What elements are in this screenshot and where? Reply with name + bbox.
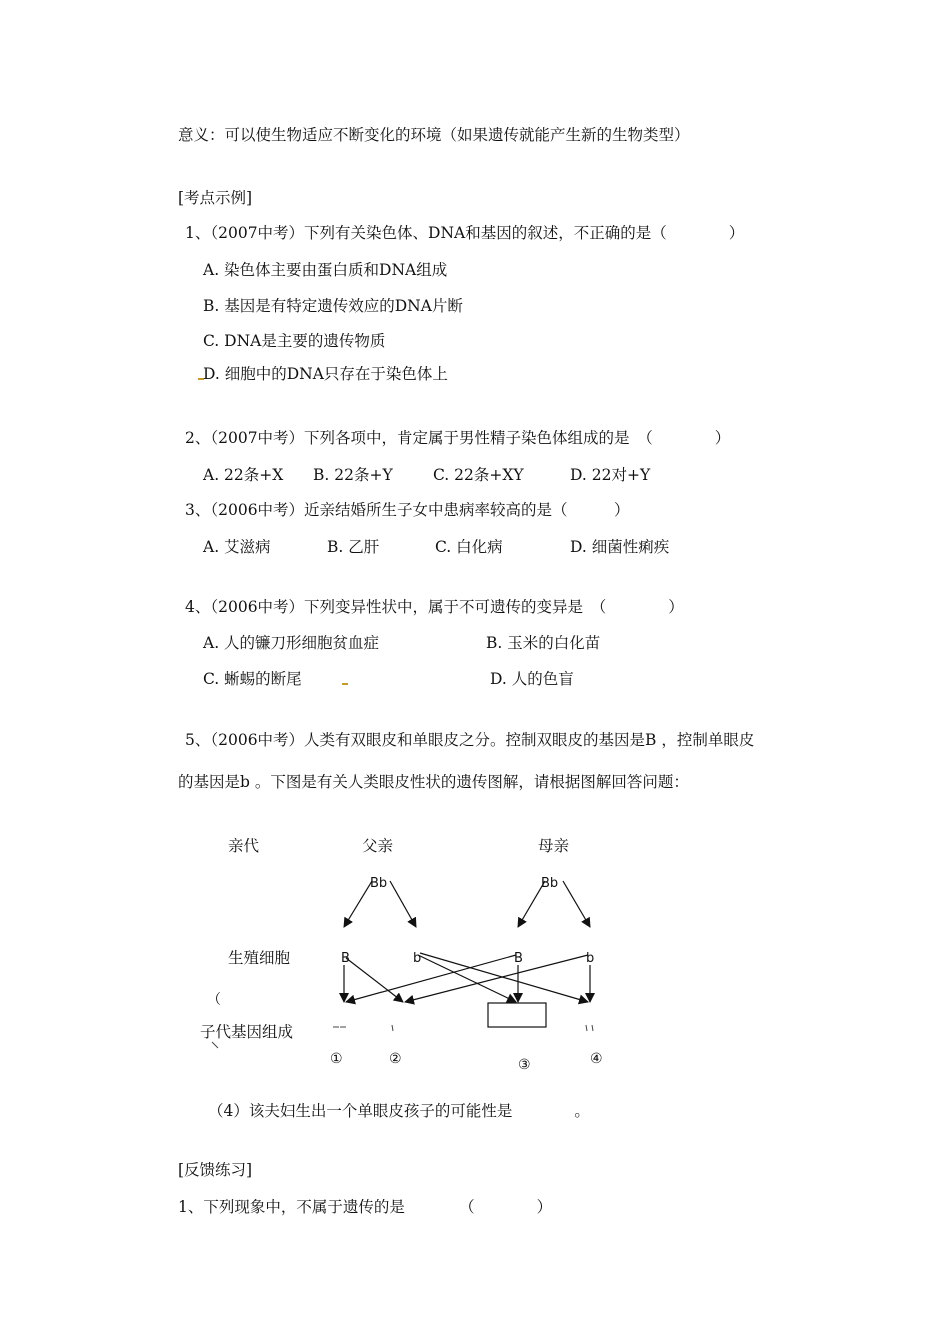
arrow-father-to-B: [344, 881, 372, 927]
mother-genotype: Bb: [541, 876, 559, 891]
arrow-mother-to-b: [563, 881, 590, 927]
q4-stem: 4、（2006中考）下列变异性状中，属于不可遗传的变异是 （ ）: [185, 598, 684, 616]
q2-option-d: D. 22对+Y: [570, 466, 651, 484]
diagram-mother: 母亲: [538, 837, 570, 855]
q4-option-d: D. 人的色盲: [490, 670, 574, 688]
feedback-header: [反馈练习]: [178, 1161, 253, 1179]
gamete-mother-B: B: [514, 951, 523, 966]
answer-box[interactable]: [488, 1003, 546, 1027]
q3-stem: 3、（2006中考）近亲结婚所生子女中患病率较高的是（ ）: [185, 501, 630, 519]
marker-1: ①: [330, 1051, 343, 1067]
q3-option-d: D. 细菌性痢疾: [570, 538, 670, 556]
marker-3: ③: [518, 1057, 531, 1073]
arrow-fb-to-4: [420, 953, 588, 1002]
diagram-row-offspring: 子代基因组成: [200, 1023, 294, 1041]
meaning-text: 意义：可以使生物适应不断变化的环境（如果遗传就能产生新的生物类型）: [178, 126, 690, 144]
q2-option-c: C. 22条+XY: [433, 466, 524, 484]
q2-stem: 2、（2007中考）下列各项中，肯定属于男性精子染色体组成的是 （ ）: [185, 429, 731, 447]
q1-option-c: C. DNA是主要的遗传物质: [203, 332, 386, 350]
feedback-q1: 1、下列现象中，不属于遗传的是 （ ）: [178, 1198, 553, 1216]
q1-option-a: A. 染色体主要由蛋白质和DNA组成: [203, 261, 448, 279]
gamete-father-B: B: [341, 951, 350, 966]
q3-option-b: B. 乙肝: [327, 538, 380, 556]
diagram-row-parent: 亲代: [228, 837, 260, 855]
q3-option-a: A. 艾滋病: [203, 538, 271, 556]
father-genotype: Bb: [370, 876, 388, 891]
partial-paren: （: [207, 992, 221, 1008]
q1-option-d: D. 细胞中的DNA只存在于染色体上: [203, 365, 448, 383]
diagram-father: 父亲: [362, 837, 394, 855]
q5-stem-line2: 的基因是b 。下图是有关人类眼皮性状的遗传图解，请根据图解回答问题：: [178, 773, 689, 791]
gamete-mother-b: b: [586, 951, 595, 966]
marker-2: ②: [389, 1051, 402, 1067]
arrow-father-to-b: [390, 881, 416, 927]
q3-option-c: C. 白化病: [435, 538, 503, 556]
q5-sub4: （4）该夫妇生出一个单眼皮孩子的可能性是 。: [208, 1102, 590, 1120]
example-header: [考点示例]: [178, 189, 253, 207]
q1-option-b: B. 基因是有特定遗传效应的DNA片断: [203, 297, 463, 315]
q5-stem-line1: 5、（2006中考）人类有双眼皮和单眼皮之分。控制双眼皮的基因是B ，控制单眼皮: [185, 731, 755, 749]
q4-option-c: C. 蜥蜴的断尾: [203, 670, 302, 688]
q2-option-b: B. 22条+Y: [313, 466, 393, 484]
q4-option-a: A. 人的镰刀形细胞贫血症: [203, 634, 380, 652]
arrow-mother-to-B: [518, 881, 545, 927]
q2-option-a: A. 22条+X: [203, 466, 284, 484]
q4-option-b: B. 玉米的白化苗: [486, 634, 601, 652]
q1-stem: 1、（2007中考）下列有关染色体、DNA和基因的叙述，不正确的是（ ）: [185, 224, 745, 242]
gamete-father-b: b: [413, 951, 422, 966]
diagram-row-gamete: 生殖细胞: [228, 949, 291, 967]
marker-4: ④: [590, 1051, 603, 1067]
arrow-fB-to-2: [346, 958, 403, 1002]
